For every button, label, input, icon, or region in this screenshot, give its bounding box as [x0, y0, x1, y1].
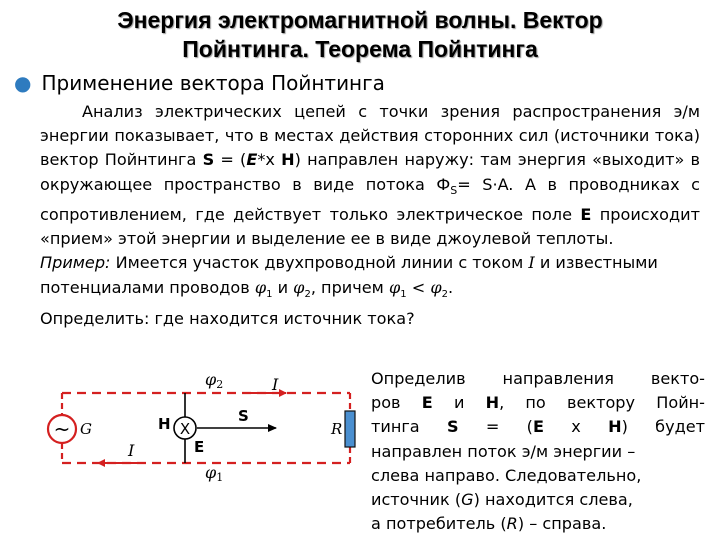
answer-vector-h-2: H [608, 417, 622, 437]
p1-vector-e2: E [580, 205, 592, 225]
answer-generator-g: G [461, 490, 474, 510]
ex-phi-1: φ [254, 277, 267, 297]
answer-line-4: направлен поток э/м энергии – [371, 441, 636, 461]
subheading [14, 70, 385, 96]
p1-text-1: Анализ электрических цепей с точки зрения распространения э/м энергии показывает, что в местах действия сторонних сил (источники тока) вектор Пойнтинга [40, 102, 700, 170]
ex-phi-4-sub: 2 [441, 288, 448, 300]
p1-text-3: *x [257, 150, 282, 170]
ex-text-2: и известными потенциалами проводов [40, 253, 658, 297]
p1-text-5: = S·A. А в проводниках с сопротивлением, где действует только электрическое поле [40, 174, 700, 225]
ex-phi-3: φ [388, 277, 401, 297]
resistor-icon [345, 411, 355, 447]
current-label-bottom: I [128, 441, 135, 460]
example-label: Пример: [40, 253, 111, 273]
paragraph-example [40, 251, 700, 307]
bullet-icon: ● [14, 71, 32, 95]
generator-symbol: ~ [53, 417, 71, 441]
h-label: H [158, 415, 171, 433]
p1-vector-e: E [246, 150, 258, 170]
ex-text-1: Имеется участок двухпроводной линии с током [110, 253, 529, 273]
current-label-top: I [272, 375, 279, 394]
circuit-diagram [0, 360, 370, 500]
phi1-label: φ1 [205, 463, 224, 484]
answer-line-7: а потребитель (R) – справа. [371, 514, 607, 534]
ex-phi-4: φ [430, 277, 442, 297]
body-text [40, 100, 700, 331]
ex-text-4: , причем [310, 277, 389, 297]
ex-phi-2: φ [293, 277, 305, 297]
answer-text [371, 367, 705, 536]
p1-text-2: = ( [214, 150, 247, 170]
answer-vector-e-2: E [532, 417, 544, 437]
answer-line-1: Определив направления векто- [371, 369, 705, 388]
subheading-text: Применение вектора Пойнтинга [41, 71, 385, 95]
answer-vector-e: E [421, 393, 433, 413]
title-line-1: Энергия электромагнитной волны. Вектор [117, 7, 603, 33]
slide-title [0, 6, 720, 64]
p1-vector-s: S [202, 150, 215, 170]
ex-text-6: . [447, 277, 454, 297]
p1-vector-h: H [281, 150, 295, 170]
phi2-label: φ2 [205, 370, 224, 391]
answer-vector-s: S [446, 417, 459, 437]
ex-current-i: I [528, 253, 535, 273]
ex-phi-2-sub: 2 [304, 288, 311, 300]
title-line-2: Пойнтинга. Теорема Пойнтинга [182, 36, 538, 62]
ex-text-5: < [406, 277, 431, 297]
answer-line-5: слева направо. Следовательно, [371, 465, 642, 485]
generator-label: G [80, 420, 92, 438]
paragraph-analysis [40, 100, 700, 251]
p1-text-4: ) направлен наружу: там энергия «выходит» в окружающее пространство в виде потока Ф [40, 150, 700, 194]
s-label: S [238, 407, 249, 425]
e-label: E [194, 438, 205, 456]
answer-vector-h: H [485, 393, 500, 413]
resistor-label: R [331, 420, 343, 438]
answer-resistor-r: R [506, 514, 518, 534]
answer-line-6: источник (G) находится слева, [371, 490, 633, 510]
p1-flux-sub: S [450, 183, 458, 197]
ex-phi-3-sub: 1 [400, 288, 407, 300]
ex-phi-1-sub: 1 [266, 288, 273, 300]
answer-line-3: тинга S = (E x H) будет [371, 417, 706, 437]
p1-text-6: происходит «прием» этой энергии и выделение ее в виде джоулевой теплоты. [40, 205, 700, 249]
answer-line-2: ров E и H, по вектору Пойн- [371, 393, 705, 413]
ex-text-3: и [272, 277, 294, 297]
cross-symbol: X [179, 420, 191, 438]
question: Определить: где находится источник тока? [40, 309, 415, 329]
